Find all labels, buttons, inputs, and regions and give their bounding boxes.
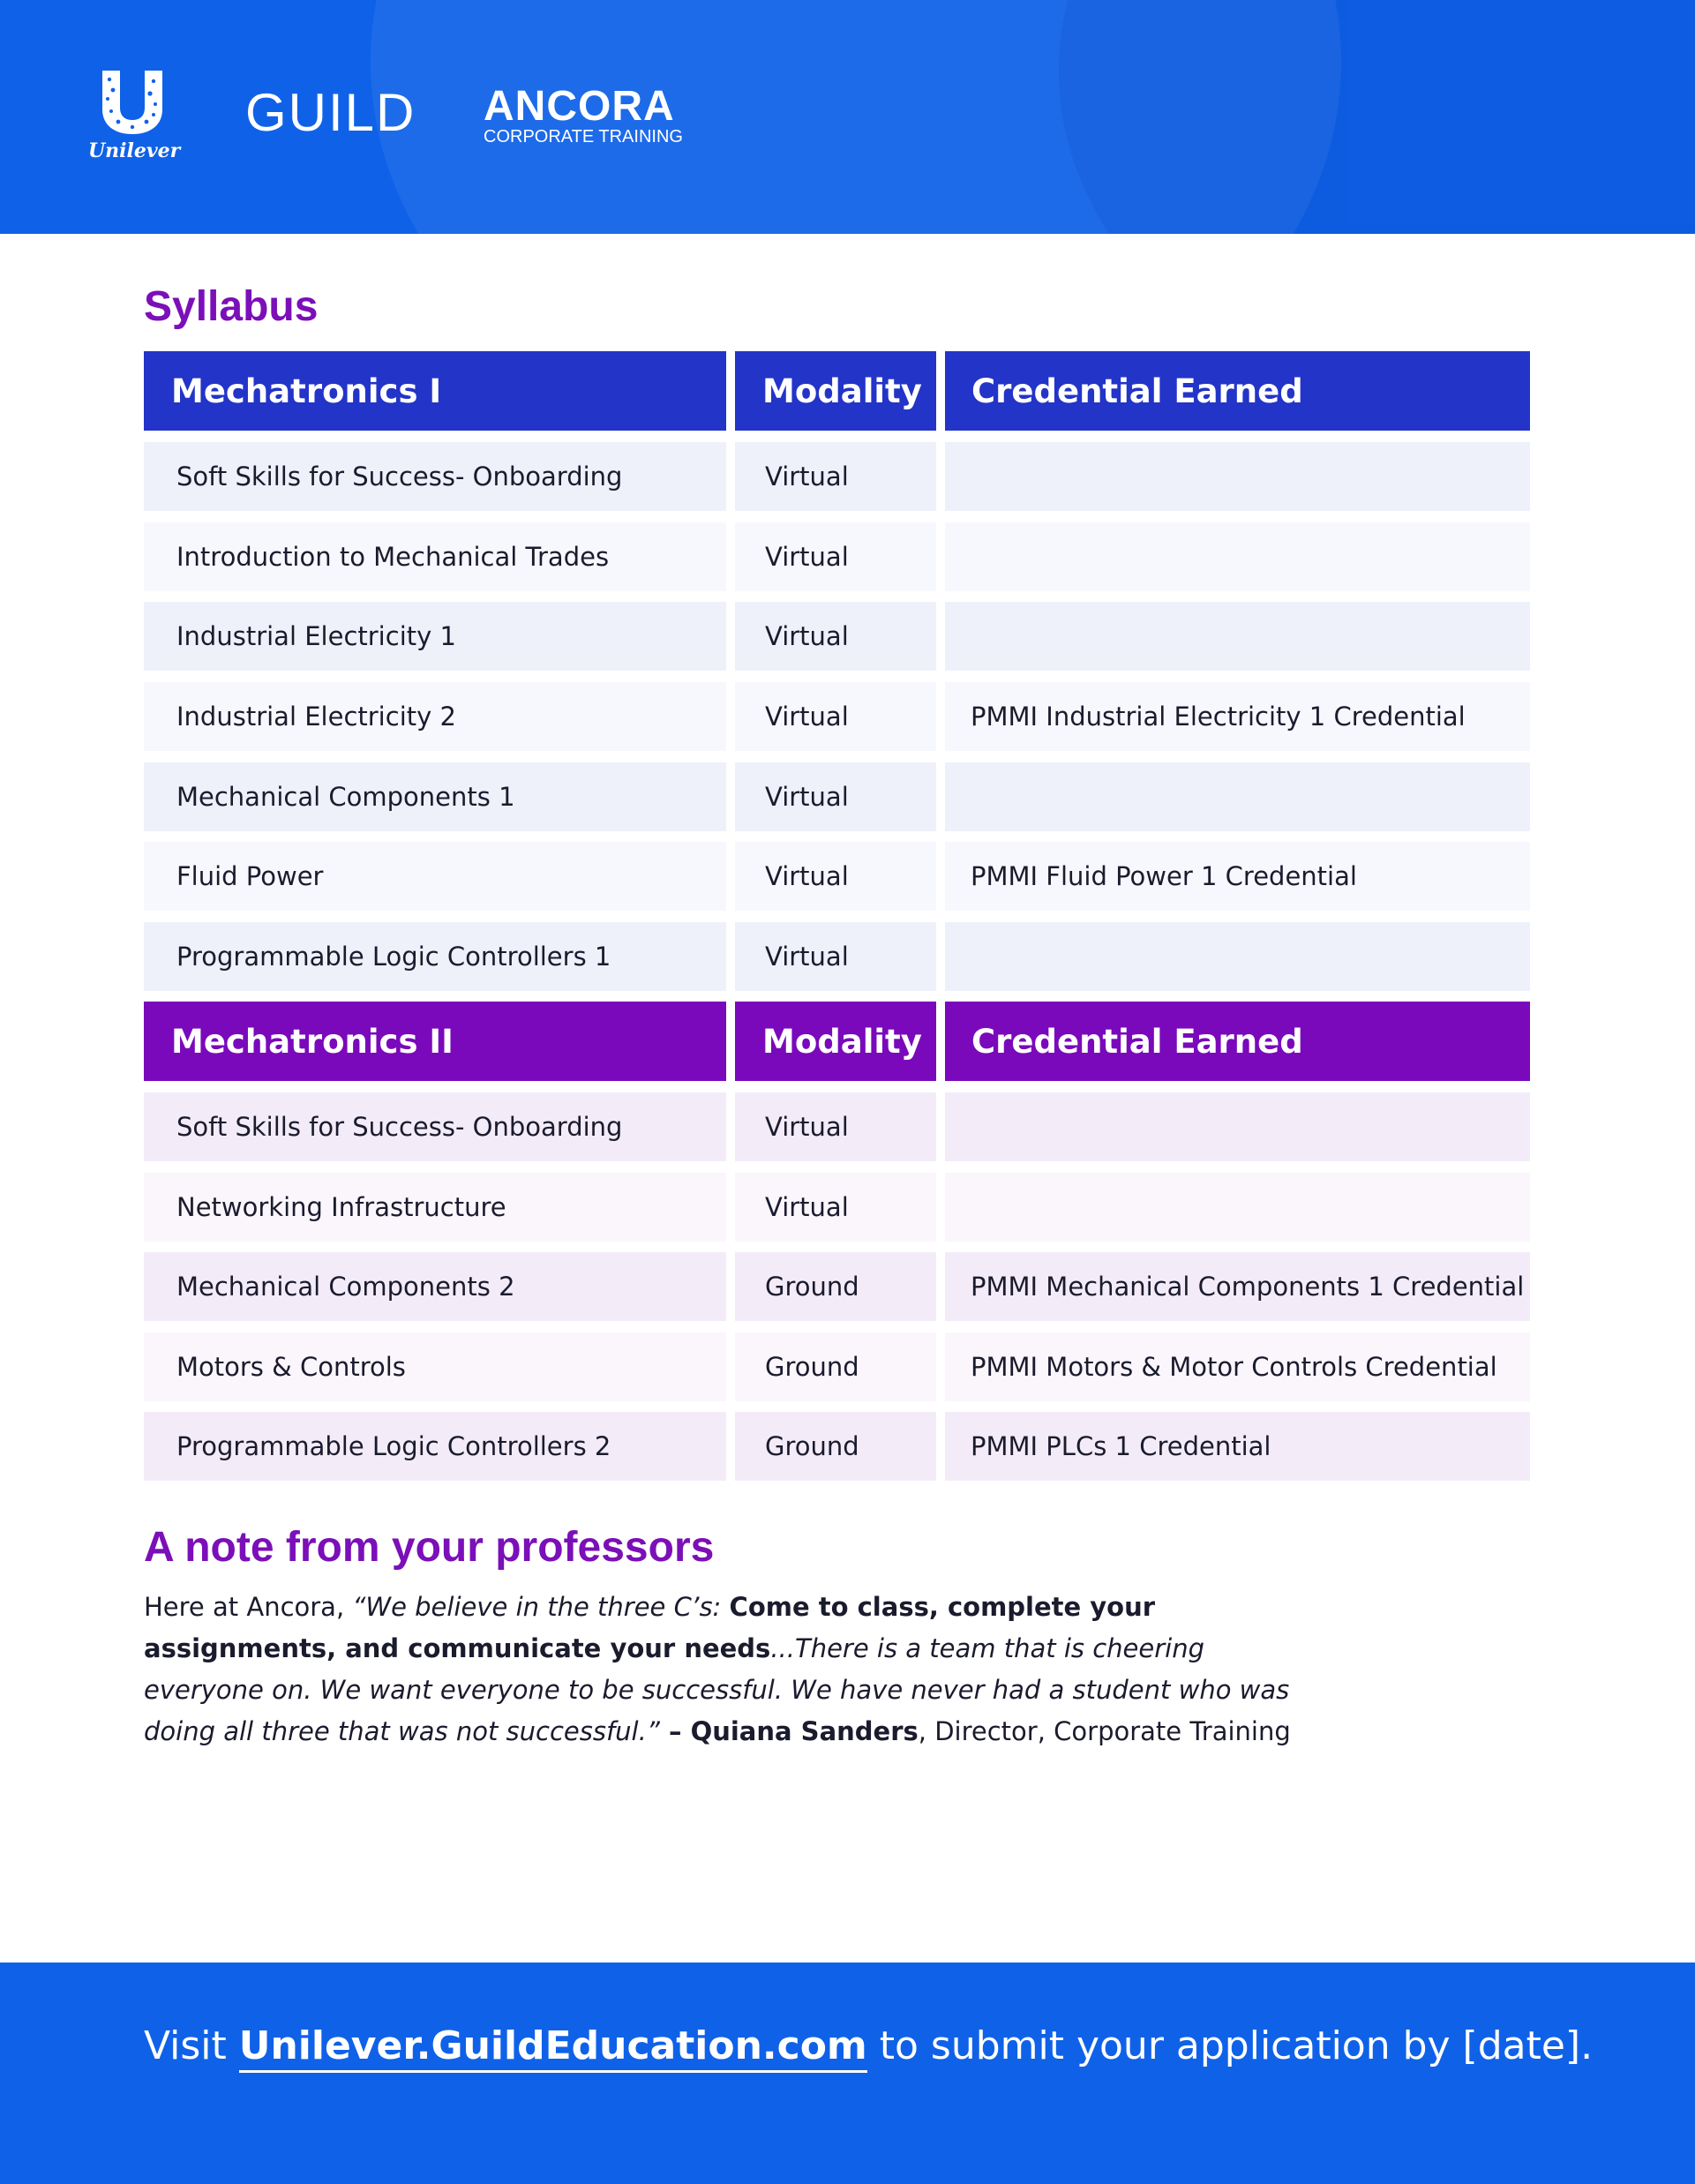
mechatronics-2-cell-modality: Virtual bbox=[735, 1092, 936, 1161]
note-body bbox=[144, 1587, 1291, 1752]
mechatronics-2-cell-course: Networking Infrastructure bbox=[144, 1173, 726, 1242]
syllabus-title: Syllabus bbox=[144, 283, 319, 330]
unilever-wordmark: Unilever bbox=[88, 139, 181, 162]
footer-prefix: Visit bbox=[144, 2023, 239, 2068]
mechatronics-2-cell-credential bbox=[945, 1092, 1530, 1161]
unilever-logo bbox=[88, 69, 181, 166]
mechatronics-1-cell-course: Programmable Logic Controllers 1 bbox=[144, 922, 726, 991]
mechatronics-2-cell-modality: Ground bbox=[735, 1252, 936, 1321]
ancora-subtitle: CORPORATE TRAINING bbox=[484, 127, 683, 146]
mechatronics-1-header-modality: Modality bbox=[735, 351, 936, 431]
note-quote-body: ...There is a team that is cheering everyone on. We want everyone to be successful. We have never had a student who was doing all three that was not successful.” bbox=[144, 1633, 1290, 1746]
mechatronics-1-cell-course: Fluid Power bbox=[144, 842, 726, 911]
mechatronics-1-header-credential: Credential Earned bbox=[945, 351, 1530, 431]
mechatronics-1-cell-modality: Virtual bbox=[735, 762, 936, 831]
note-intro: Here at Ancora, bbox=[144, 1592, 353, 1622]
mechatronics-1-cell-course: Industrial Electricity 2 bbox=[144, 682, 726, 751]
mechatronics-2-cell-course: Soft Skills for Success- Onboarding bbox=[144, 1092, 726, 1161]
mechatronics-1-cell-modality: Virtual bbox=[735, 442, 936, 511]
note-author-role: , Director, Corporate Training bbox=[918, 1716, 1291, 1746]
mechatronics-2-cell-credential: PMMI Motors & Motor Controls Credential bbox=[945, 1332, 1530, 1401]
mechatronics-2-cell-modality: Virtual bbox=[735, 1173, 936, 1242]
mechatronics-1-cell-credential bbox=[945, 762, 1530, 831]
mechatronics-1-cell-modality: Virtual bbox=[735, 522, 936, 591]
mechatronics-1-cell-credential bbox=[945, 922, 1530, 991]
mechatronics-2-header-modality: Modality bbox=[735, 1002, 936, 1081]
mechatronics-2-cell-credential bbox=[945, 1173, 1530, 1242]
footer-suffix: to submit your application by [date]. bbox=[866, 2023, 1594, 2068]
ancora-logo bbox=[484, 85, 683, 146]
guild-logo: GUILD bbox=[245, 83, 416, 142]
mechatronics-1-header-course: Mechatronics I bbox=[144, 351, 726, 431]
note-title: A note from your professors bbox=[144, 1524, 715, 1571]
mechatronics-2-cell-modality: Ground bbox=[735, 1412, 936, 1481]
mechatronics-2-cell-credential: PMMI PLCs 1 Credential bbox=[945, 1412, 1530, 1481]
mechatronics-1-cell-credential bbox=[945, 602, 1530, 671]
mechatronics-1-cell-course: Mechanical Components 1 bbox=[144, 762, 726, 831]
mechatronics-2-cell-credential: PMMI Mechanical Components 1 Credential bbox=[945, 1252, 1530, 1321]
mechatronics-1-cell-course: Industrial Electricity 1 bbox=[144, 602, 726, 671]
unilever-u-icon bbox=[99, 69, 166, 136]
note-author: Quiana Sanders bbox=[690, 1716, 919, 1746]
note-dash: – bbox=[659, 1716, 691, 1746]
mechatronics-2-cell-course: Programmable Logic Controllers 2 bbox=[144, 1412, 726, 1481]
note-three-cs: Come to class, complete your assignments, and communicate your needs bbox=[144, 1592, 1156, 1663]
mechatronics-1-cell-modality: Virtual bbox=[735, 842, 936, 911]
mechatronics-2-cell-course: Motors & Controls bbox=[144, 1332, 726, 1401]
mechatronics-1-cell-credential: PMMI Fluid Power 1 Credential bbox=[945, 842, 1530, 911]
mechatronics-2-cell-course: Mechanical Components 2 bbox=[144, 1252, 726, 1321]
mechatronics-1-cell-credential: PMMI Industrial Electricity 1 Credential bbox=[945, 682, 1530, 751]
mechatronics-1-cell-modality: Virtual bbox=[735, 922, 936, 991]
mechatronics-1-cell-modality: Virtual bbox=[735, 602, 936, 671]
mechatronics-1-cell-credential bbox=[945, 522, 1530, 591]
mechatronics-2-cell-modality: Ground bbox=[735, 1332, 936, 1401]
mechatronics-2-header-course: Mechatronics II bbox=[144, 1002, 726, 1081]
mechatronics-1-cell-credential bbox=[945, 442, 1530, 511]
mechatronics-1-cell-modality: Virtual bbox=[735, 682, 936, 751]
mechatronics-1-cell-course: Introduction to Mechanical Trades bbox=[144, 522, 726, 591]
decorative-swoosh bbox=[1059, 0, 1695, 234]
guild-education-link[interactable]: Unilever.GuildEducation.com bbox=[239, 2023, 867, 2073]
note-quote-open: “We believe in the three C’s: bbox=[352, 1592, 730, 1622]
mechatronics-1-cell-course: Soft Skills for Success- Onboarding bbox=[144, 442, 726, 511]
footer-cta bbox=[144, 2015, 1593, 2077]
ancora-wordmark: ANCORA bbox=[484, 83, 675, 130]
mechatronics-2-header-credential: Credential Earned bbox=[945, 1002, 1530, 1081]
